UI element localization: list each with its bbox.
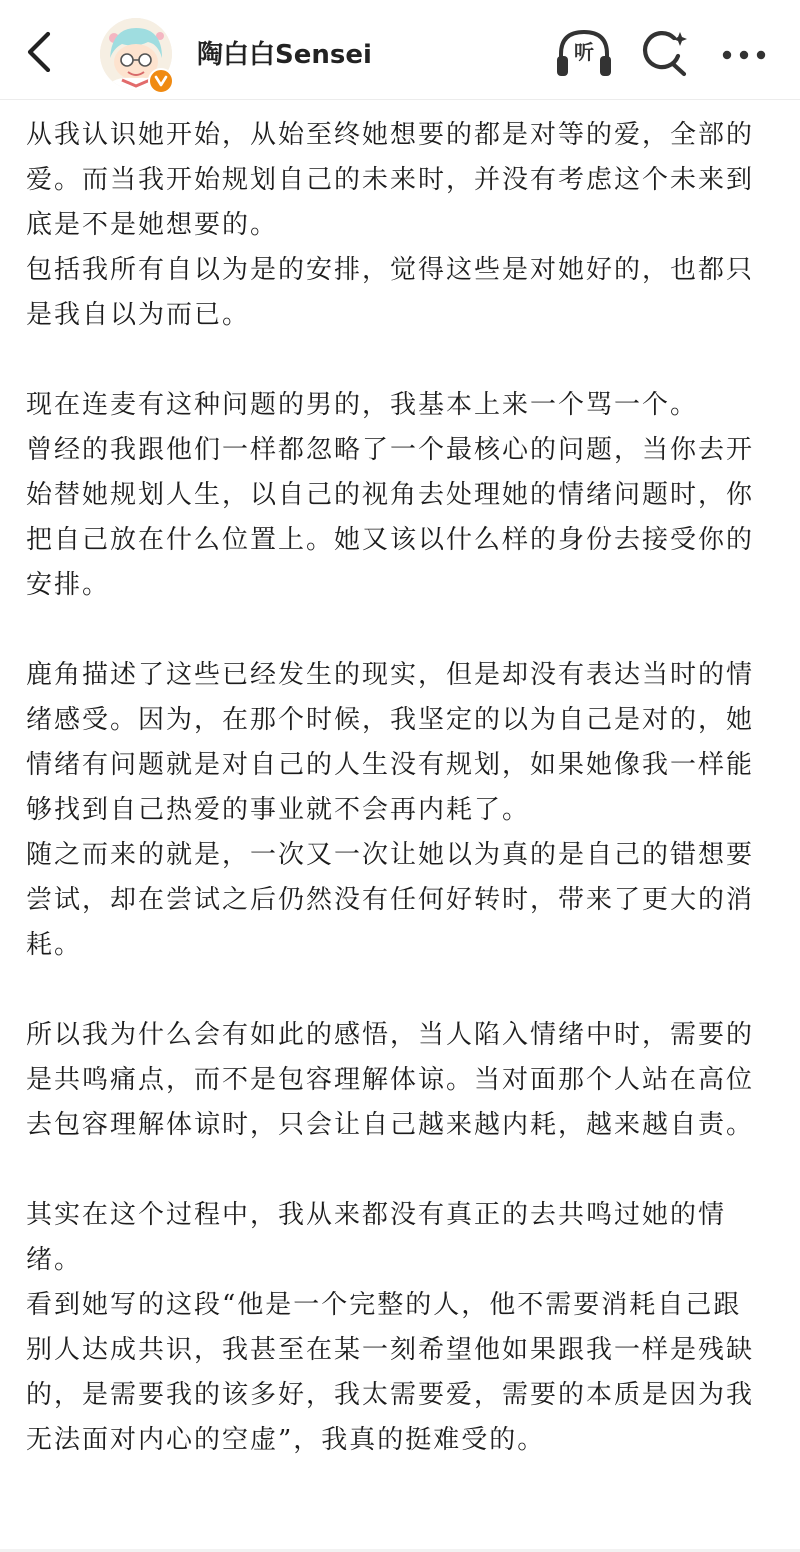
article-paragraph: 所以我为什么会有如此的感悟，当人陷入情绪中时，需要的是共鸣痛点，而不是包容理解体谅。当对面那个人站在高位去包容理解体谅时，只会让自己越来越内耗，越来越自责。: [26, 1020, 755, 1140]
listen-button[interactable]: [553, 24, 615, 80]
article-paragraph: 从我认识她开始，从始至终她想要的都是对等的爱，全部的爱。而当我开始规划自己的未来时，并没有考虑这个未来到底是不是她想要的。 包括我所有自以为是的安排，觉得这些是对她好的，也都只是我自以为而已。: [26, 120, 755, 330]
article-body: [26, 113, 766, 1463]
paragraph-spacer: [26, 338, 766, 383]
paragraph-spacer: [26, 1148, 766, 1193]
search-sparkle-icon: [640, 28, 690, 78]
back-button[interactable]: [18, 28, 62, 72]
article-paragraph: 鹿角描述了这些已经发生的现实，但是却没有表达当时的情绪感受。因为，在那个时候，我坚定的以为自己是对的，她情绪有问题就是对自己的人生没有规划，如果她像我一样能够找到自己热爱的事业就不会再内耗了。 随之而来的就是，一次又一次让她以为真的是自己的错想要尝试，却在尝试之后仍然没有任何好转时，带来了更大的消耗。: [26, 660, 755, 960]
article-paragraph: 其实在这个过程中，我从来都没有真正的去共鸣过她的情绪。 看到她写的这段“他是一个完整的人，他不需要消耗自己跟别人达成共识，我甚至在某一刻希望他如果跟我一样是残缺的，是需要我的该多好，我太需要爱，需要的本质是因为我无法面对内心的空虚”，我真的挺难受的。: [26, 1200, 755, 1455]
chevron-left-icon: [18, 28, 62, 72]
verified-badge-icon: [148, 68, 174, 94]
listen-label: 听: [574, 40, 594, 64]
paragraph-spacer: [26, 968, 766, 1013]
article-paragraph: 现在连麦有这种问题的男的，我基本上来一个骂一个。 曾经的我跟他们一样都忽略了一个最核心的问题，当你去开始替她规划人生，以自己的视角去处理她的情绪问题时，你把自己放在什么位置上。她又该以什么样的身份去接受你的安排。: [26, 390, 755, 600]
more-button[interactable]: [718, 38, 770, 72]
username[interactable]: 陶白白Sensei: [197, 40, 372, 70]
search-button[interactable]: [640, 28, 690, 78]
more-dots-icon: [718, 38, 770, 72]
top-nav-bar: [0, 0, 800, 100]
avatar[interactable]: [100, 18, 176, 94]
paragraph-spacer: [26, 608, 766, 653]
